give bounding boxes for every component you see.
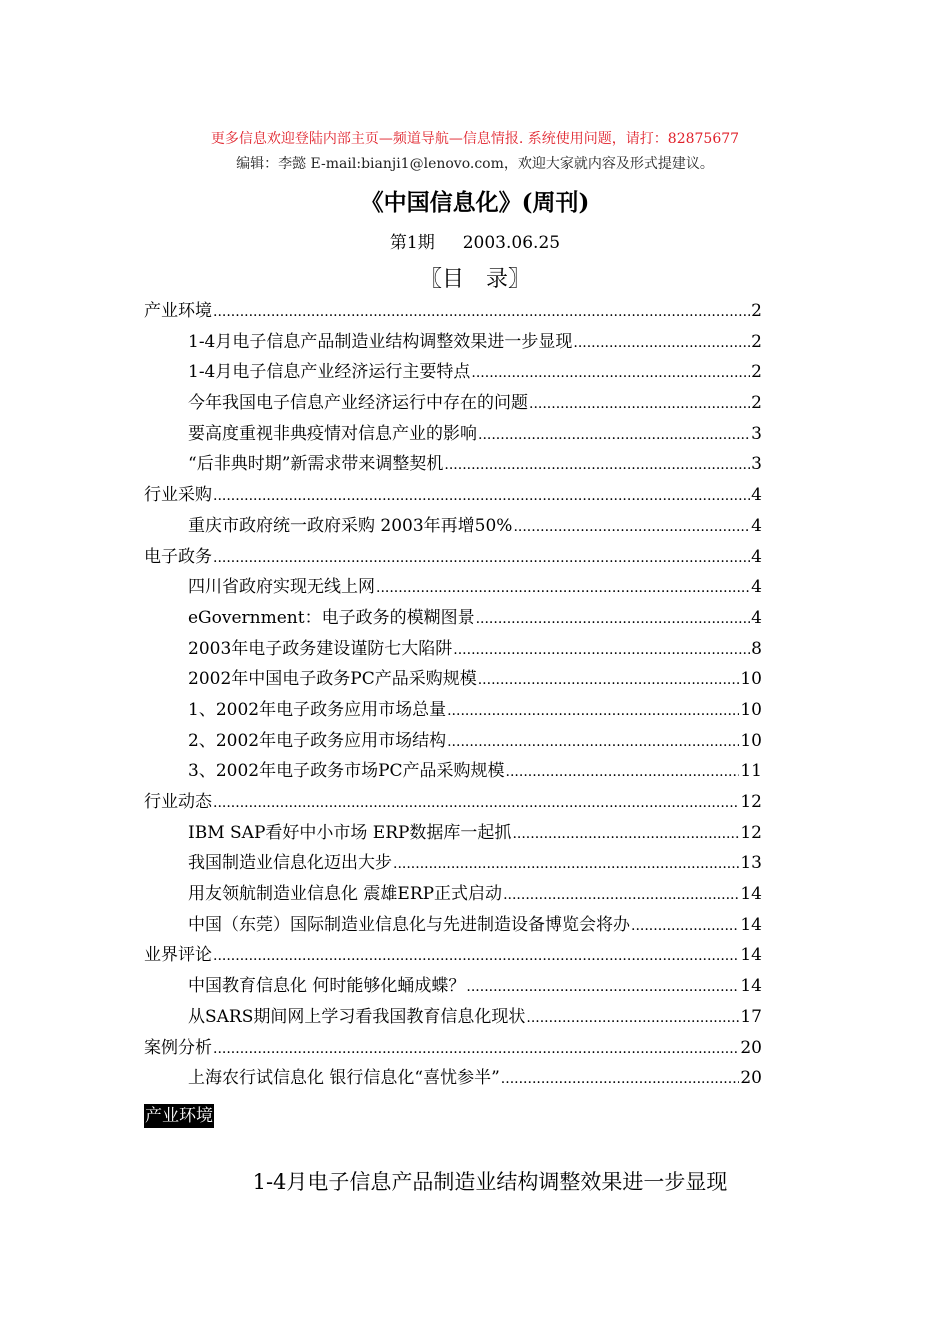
toc-dot-leader (213, 481, 750, 512)
toc-dot-leader (453, 635, 750, 666)
toc-entry-title: IBM SAP看好中小市场 ERP数据库一起抓 (188, 822, 512, 843)
toc-entry-title: 要高度重视非典疫情对信息产业的影响 (188, 423, 477, 444)
toc-dot-leader (476, 604, 751, 635)
toc-entry-title: 重庆市政府统一政府采购 2003年再增50% (188, 515, 513, 536)
editor-line: 编辑：李懿 E-mail:bianji1@lenovo.com，欢迎大家就内容及形式提建议。 (236, 156, 714, 172)
toc-entry-page: 4 (751, 515, 762, 536)
toc-dot-leader (529, 389, 750, 420)
toc-entry[interactable] (144, 511, 762, 542)
toc-entry-title: 我国制造业信息化迈出大步 (188, 853, 392, 874)
toc-entry-title: 中国教育信息化 何时能够化蛹成蝶？ (188, 976, 466, 997)
toc-entry[interactable] (144, 572, 762, 603)
toc-section-entry[interactable] (144, 542, 762, 573)
toc-entry-page: 2 (751, 331, 762, 352)
toc-entry-title: 产业环境 (144, 301, 212, 321)
toc-entry[interactable] (144, 419, 762, 450)
toc-entry-title: 用友领航制造业信息化 震雄ERP正式启动 (188, 884, 503, 905)
toc-entry-page: 4 (751, 607, 762, 628)
toc-entry-title: 1-4月电子信息产品制造业结构调整效果进一步显现 (188, 331, 573, 352)
issue-number: 第1期 (389, 233, 435, 253)
toc-dot-leader (478, 665, 740, 696)
toc-entry-page: 13 (740, 853, 762, 874)
toc-entry-title: “后非典时期”新需求带来调整契机 (188, 454, 444, 475)
toc-dot-leader (526, 1003, 739, 1034)
toc-entry-title: 2、2002年电子政务应用市场结构 (188, 730, 447, 751)
toc-entry-page: 14 (740, 884, 762, 905)
toc-entry-page: 3 (751, 454, 762, 475)
toc-entry[interactable] (144, 1002, 762, 1033)
toc-entry-page: 14 (740, 914, 762, 935)
toc-dot-leader (444, 450, 750, 481)
toc-dot-leader (471, 358, 750, 389)
toc-entry-page: 2 (751, 301, 762, 321)
toc-entry-title: 2002年中国电子政务PC产品采购规模 (188, 669, 477, 690)
toc-dot-leader (631, 911, 739, 942)
toc-entry-title: 行业采购 (144, 485, 212, 506)
toc-entry[interactable] (144, 1063, 762, 1094)
toc-entry[interactable] (144, 327, 762, 358)
toc-entry-title: 案例分析 (144, 1037, 212, 1058)
toc-entry-title: eGovernment：电子政务的模糊图景 (188, 607, 475, 628)
article-title: 1-4月电子信息产品制造业结构调整效果进一步显现 (252, 1170, 728, 1194)
toc-entry[interactable] (144, 818, 762, 849)
toc-entry[interactable] (144, 879, 762, 910)
toc-entry[interactable] (144, 603, 762, 634)
toc-entry-page: 12 (740, 822, 762, 843)
toc-section-entry[interactable] (144, 1033, 762, 1064)
toc-entry-page: 11 (740, 761, 762, 782)
issue-line (0, 228, 950, 253)
toc-entry[interactable] (144, 910, 762, 941)
toc-entry-title: 业界评论 (144, 945, 212, 966)
toc-entry[interactable] (144, 726, 762, 757)
toc-section-entry[interactable] (144, 787, 762, 818)
toc-dot-leader (213, 297, 750, 328)
toc-dot-leader (512, 819, 739, 850)
toc-entry-page: 4 (751, 485, 762, 506)
toc-dot-leader (503, 880, 739, 911)
toc-entry-title: 1-4月电子信息产业经济运行主要特点 (188, 362, 471, 383)
toc-entry-title: 今年我国电子信息产业经济运行中存在的问题 (188, 393, 528, 414)
toc-section-entry[interactable] (144, 296, 762, 327)
toc-dot-leader (376, 573, 750, 604)
section-tag: 产业环境 (145, 1106, 213, 1126)
toc-entry-page: 10 (740, 669, 762, 690)
toc-dot-leader (213, 788, 739, 819)
toc-entry-page: 2 (751, 393, 762, 414)
issue-date: 2003.06.25 (462, 233, 561, 253)
toc-entry[interactable] (144, 848, 762, 879)
toc-entry-title: 3、2002年电子政务市场PC产品采购规模 (188, 761, 505, 782)
toc-entry-title: 1、2002年电子政务应用市场总量 (188, 699, 447, 720)
toc-entry[interactable] (144, 695, 762, 726)
toc-entry-page: 2 (751, 362, 762, 383)
toc-entry-page: 14 (740, 976, 762, 997)
toc-entry[interactable] (144, 357, 762, 388)
toc-dot-leader (513, 512, 750, 543)
toc-entry-title: 电子政务 (144, 546, 212, 567)
toc-dot-leader (466, 972, 739, 1003)
toc-entry[interactable] (144, 634, 762, 665)
toc-entry-page: 20 (740, 1037, 762, 1058)
toc-dot-leader (506, 757, 740, 788)
notice-line: 更多信息欢迎登陆内部主页—频道导航—信息情报. 系统使用问题，请打：82875677 (210, 131, 740, 147)
toc-dot-leader (478, 420, 750, 451)
toc-entry[interactable] (144, 971, 762, 1002)
toc-entry[interactable] (144, 388, 762, 419)
toc-entry[interactable] (144, 756, 762, 787)
toc-dot-leader (393, 849, 739, 880)
toc-entry-page: 14 (740, 945, 762, 966)
toc-entry-title: 上海农行试信息化 银行信息化“喜忧参半” (188, 1068, 500, 1089)
toc-entry-title: 从SARS期间网上学习看我国教育信息化现状 (188, 1006, 526, 1027)
toc-entry[interactable] (144, 664, 762, 695)
toc-entry-page: 17 (740, 1006, 762, 1027)
toc-section-entry[interactable] (144, 940, 762, 971)
toc-entry-page: 3 (751, 423, 762, 444)
toc-section-entry[interactable] (144, 480, 762, 511)
toc-entry-page: 4 (751, 577, 762, 598)
toc-entry-page: 12 (740, 792, 762, 812)
toc-entry-page: 8 (751, 638, 762, 659)
toc-entry-page: 4 (751, 546, 762, 567)
toc-dot-leader (501, 1064, 740, 1095)
toc-entry-title: 行业动态 (144, 792, 212, 812)
toc-dot-leader (447, 727, 739, 758)
toc-dot-leader (573, 328, 750, 359)
toc-entry-page: 20 (740, 1068, 762, 1089)
toc-dot-leader (447, 696, 739, 727)
toc-heading: 〖目 录〗 (419, 267, 530, 292)
toc-entry-title: 四川省政府实现无线上网 (188, 577, 375, 598)
toc-entry-title: 2003年电子政务建设谨防七大陷阱 (188, 638, 453, 659)
table-of-contents (144, 296, 762, 1094)
toc-dot-leader (213, 941, 739, 972)
publication-title: 《中国信息化》(周刊) (360, 189, 590, 216)
toc-entry-title: 中国（东莞）国际制造业信息化与先进制造设备博览会将办 (188, 914, 630, 935)
toc-entry-page: 10 (740, 730, 762, 751)
toc-dot-leader (213, 1034, 739, 1065)
toc-dot-leader (213, 543, 750, 574)
toc-entry[interactable] (144, 449, 762, 480)
toc-entry-page: 10 (740, 699, 762, 720)
